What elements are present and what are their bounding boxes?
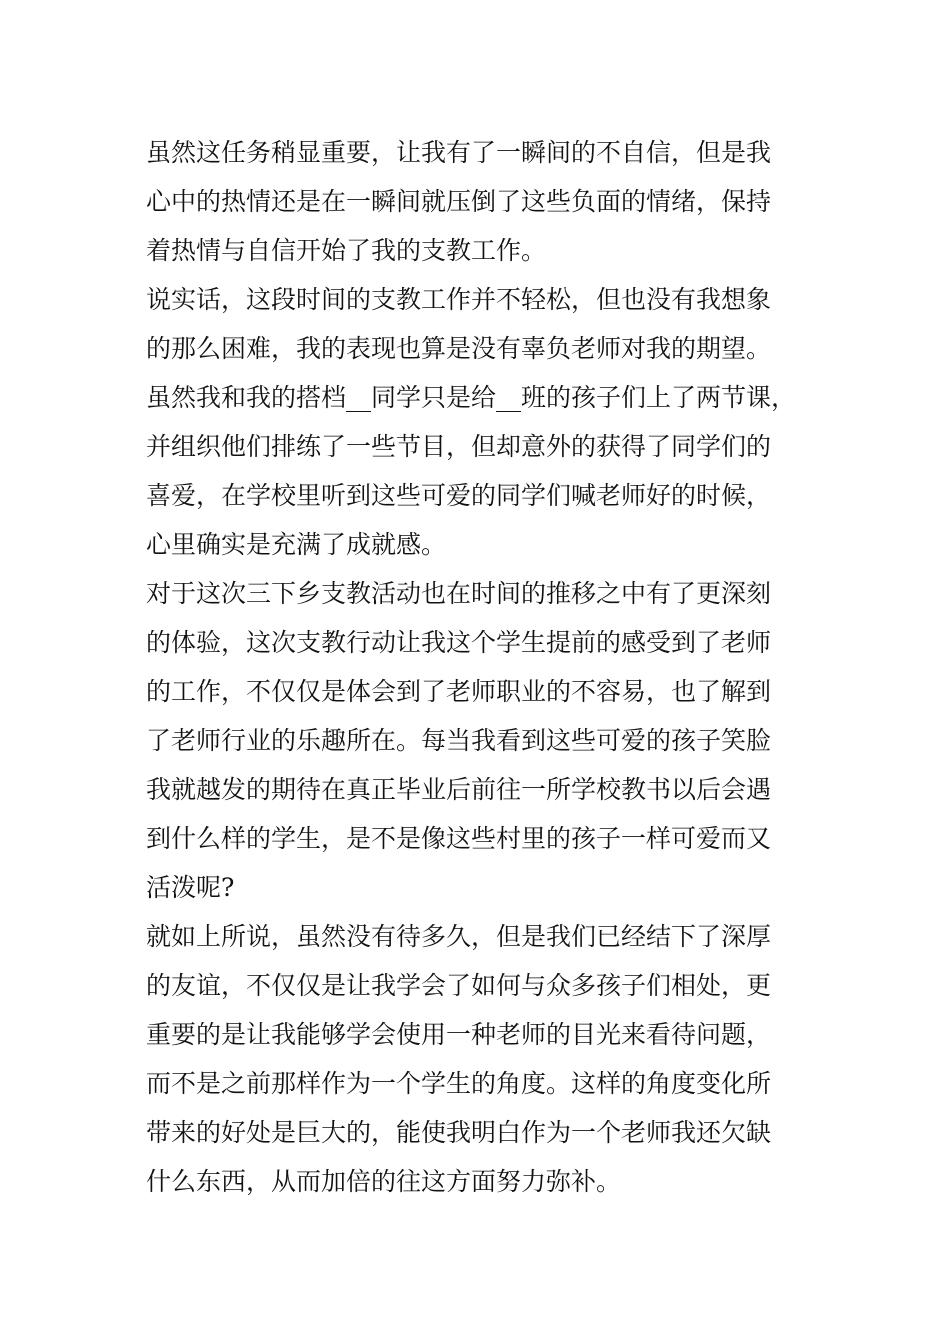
text-line: 了老师行业的乐趣所在。每当我看到这些可爱的孩子笑脸 xyxy=(146,726,772,755)
text-line: 心里确实是充满了成就感。 xyxy=(146,530,447,559)
text-line: 我就越发的期待在真正毕业后前往一所学校教书以后会遇 xyxy=(146,775,772,804)
text-line: 什么东西，从而加倍的往这方面努力弥补。 xyxy=(146,1167,622,1196)
text-line: 的工作，不仅仅是体会到了老师职业的不容易，也了解到 xyxy=(146,677,772,706)
text-line: 心中的热情还是在一瞬间就压倒了这些负面的情绪，保持 xyxy=(146,187,772,216)
paragraph-3 xyxy=(146,569,836,912)
text-line: 就如上所说，虽然没有待多久，但是我们已经结下了深厚 xyxy=(146,922,772,951)
paragraph-4 xyxy=(146,912,836,1206)
text-line: 并组织他们排练了一些节目，但却意外的获得了同学们的 xyxy=(146,432,772,461)
text-line: 虽然我和我的搭档__同学只是给__班的孩子们上了两节课， xyxy=(146,383,797,412)
text-line: 的那么困难，我的表现也算是没有辜负老师对我的期望。 xyxy=(146,334,772,363)
text-line: 虽然这任务稍显重要，让我有了一瞬间的不自信，但是我 xyxy=(146,138,772,167)
text-line: 着热情与自信开始了我的支教工作。 xyxy=(146,236,547,265)
text-line: 带来的好处是巨大的，能使我明白作为一个老师我还欠缺 xyxy=(146,1118,772,1147)
text-line: 喜爱，在学校里听到这些可爱的同学们喊老师好的时候， xyxy=(146,481,772,510)
text-line: 的友谊，不仅仅是让我学会了如何与众多孩子们相处，更 xyxy=(146,971,772,1000)
document-body xyxy=(146,128,836,1206)
text-line: 而不是之前那样作为一个学生的角度。这样的角度变化所 xyxy=(146,1069,772,1098)
paragraph-1 xyxy=(146,128,836,275)
text-line: 对于这次三下乡支教活动也在时间的推移之中有了更深刻 xyxy=(146,579,772,608)
paragraph-2 xyxy=(146,275,836,569)
text-line: 说实话，这段时间的支教工作并不轻松，但也没有我想象 xyxy=(146,285,772,314)
text-line: 的体验，这次支教行动让我这个学生提前的感受到了老师 xyxy=(146,628,772,657)
text-line: 活泼呢? xyxy=(146,873,235,902)
text-line: 到什么样的学生，是不是像这些村里的孩子一样可爱而又 xyxy=(146,824,772,853)
text-line: 重要的是让我能够学会使用一种老师的目光来看待问题， xyxy=(146,1020,772,1049)
